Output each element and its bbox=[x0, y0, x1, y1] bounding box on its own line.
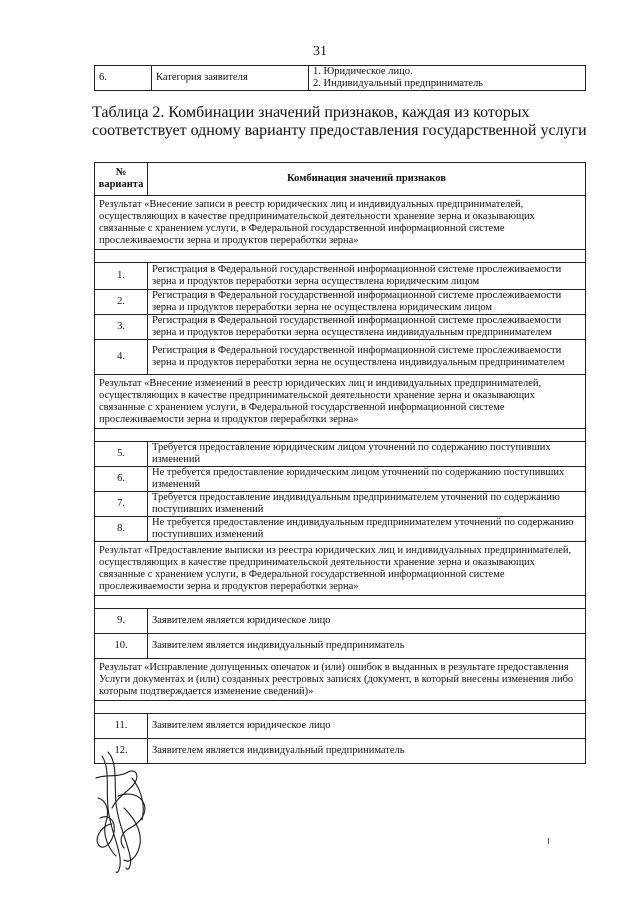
result-text: Результат «Внесение записи в реестр юридических лиц и индивидуальных предпринимателей, осуществляющих в качестве предпринимательской деятельности хранение зерна и оказывающих связанные с хранением услуги, в Федеральной государственной информационной системе прослеживаемости зерна и продуктов переработки зерна» bbox=[95, 196, 586, 250]
spacer-cell bbox=[95, 250, 586, 263]
variant-number: 2. bbox=[95, 290, 148, 315]
variant-combination: Регистрация в Федеральной государственной информационной системе прослеживаемости зерна и продуктов переработки зерна осуществлена юридическим лицом bbox=[148, 263, 586, 290]
variant-number: 7. bbox=[95, 492, 148, 517]
spacer-row bbox=[95, 596, 586, 609]
caption-line-2: соответствует одному варианту предоставления государственной услуги bbox=[92, 122, 587, 139]
variant-combination: Заявителем является юридическое лицо bbox=[148, 714, 586, 739]
variant-number: 3. bbox=[95, 315, 148, 340]
table-row bbox=[95, 340, 586, 375]
row-number: 6. bbox=[95, 66, 152, 91]
table-row bbox=[95, 290, 586, 315]
result-row bbox=[95, 196, 586, 250]
variant-number: 1. bbox=[95, 263, 148, 290]
result-text: Результат «Предоставление выписки из реестра юридических лиц и индивидуальных предпринимателей, осуществляющих в качестве предпринимательской деятельности хранение зерна и оказывающих связанные с хранением услуги, в Федеральной государственной информационной системе прослеживаемости зерна и продуктов переработки зерна» bbox=[95, 542, 586, 596]
spacer-cell bbox=[95, 596, 586, 609]
variant-combination: Регистрация в Федеральной государственной информационной системе прослеживаемости зерна и продуктов переработки зерна осуществлена индивидуальным предпринимателем bbox=[148, 315, 586, 340]
table-row bbox=[95, 609, 586, 634]
variant-number: 11. bbox=[95, 714, 148, 739]
result-text: Результат «Внесение изменений в реестр юридических лиц и индивидуальных предпринимателей, осуществляющих в качестве предпринимательской деятельности хранение зерна и оказывающих связанные с хранением услуги, в Федеральной государственной информационной системе прослеживаемости зерна и продуктов переработки зерна» bbox=[95, 375, 586, 429]
handwritten-signature bbox=[88, 748, 168, 878]
row-label: Категория заявителя bbox=[152, 66, 309, 91]
table-caption bbox=[92, 104, 588, 140]
table-row bbox=[95, 634, 586, 659]
table-row bbox=[95, 66, 586, 91]
spacer-cell bbox=[95, 429, 586, 442]
header-row bbox=[95, 163, 586, 196]
variant-number: 5. bbox=[95, 442, 148, 467]
variant-number: 9. bbox=[95, 609, 148, 634]
variant-combination: Заявителем является индивидуальный предприниматель bbox=[148, 739, 586, 764]
table-body bbox=[95, 196, 586, 764]
table-row bbox=[95, 442, 586, 467]
variant-combination: Заявителем является юридическое лицо bbox=[148, 609, 586, 634]
variant-combination: Требуется предоставление юридическим лицом уточнений по содержанию поступивших изменений bbox=[148, 442, 586, 467]
margin-mark bbox=[548, 838, 552, 844]
result-text: Результат «Исправление допущенных опечаток и (или) ошибок в выданных в результате предоставления Услуги документах и (или) созданных реестровых записях (документ, в который внесены изменения либо которым подтверждается изменение сведений)» bbox=[95, 659, 586, 701]
table-row bbox=[95, 315, 586, 340]
variant-combination: Требуется предоставление индивидуальным предпринимателем уточнений по содержанию поступивших изменений bbox=[148, 492, 586, 517]
spacer-row bbox=[95, 250, 586, 263]
header-number-symbol: № bbox=[115, 167, 127, 178]
caption-line-1: Таблица 2. Комбинации значений признаков, каждая из которых bbox=[92, 104, 530, 121]
result-row bbox=[95, 375, 586, 429]
variant-combination: Не требуется предоставление индивидуальным предпринимателем уточнений по содержанию поступивших изменений bbox=[148, 517, 586, 542]
result-row bbox=[95, 659, 586, 701]
table-row bbox=[95, 263, 586, 290]
header-number bbox=[95, 163, 148, 196]
header-combination: Комбинация значений признаков bbox=[148, 163, 586, 196]
spacer-row bbox=[95, 429, 586, 442]
value-item: 1. Юридическое лицо. bbox=[313, 66, 413, 77]
value-item: 2. Индивидуальный предприниматель bbox=[313, 78, 484, 89]
variant-combination: Регистрация в Федеральной государственной информационной системе прослеживаемости зерна и продуктов переработки зерна не осуществлена юридическим лицом bbox=[148, 290, 586, 315]
variant-combination: Не требуется предоставление юридическим лицом уточнений по содержанию поступивших изменений bbox=[148, 467, 586, 492]
spacer-row bbox=[95, 701, 586, 714]
variant-number: 8. bbox=[95, 517, 148, 542]
variant-number: 6. bbox=[95, 467, 148, 492]
table-row bbox=[95, 517, 586, 542]
variant-number: 4. bbox=[95, 340, 148, 375]
applicant-category-table bbox=[94, 65, 586, 91]
spacer-cell bbox=[95, 701, 586, 714]
variant-combination: Заявителем является индивидуальный предприниматель bbox=[148, 634, 586, 659]
variant-number: 10. bbox=[95, 634, 148, 659]
page-number: 31 bbox=[313, 44, 327, 59]
table-row bbox=[95, 739, 586, 764]
header-number-label: варианта bbox=[98, 179, 144, 190]
combinations-table bbox=[94, 162, 586, 764]
table-row bbox=[95, 467, 586, 492]
table-row bbox=[95, 492, 586, 517]
variant-combination: Регистрация в Федеральной государственной информационной системе прослеживаемости зерна и продуктов переработки зерна не осуществлена индивидуальным предпринимателем bbox=[148, 340, 586, 375]
row-values bbox=[309, 66, 586, 91]
table-row bbox=[95, 714, 586, 739]
variant-number: 12. bbox=[95, 739, 148, 764]
result-row bbox=[95, 542, 586, 596]
